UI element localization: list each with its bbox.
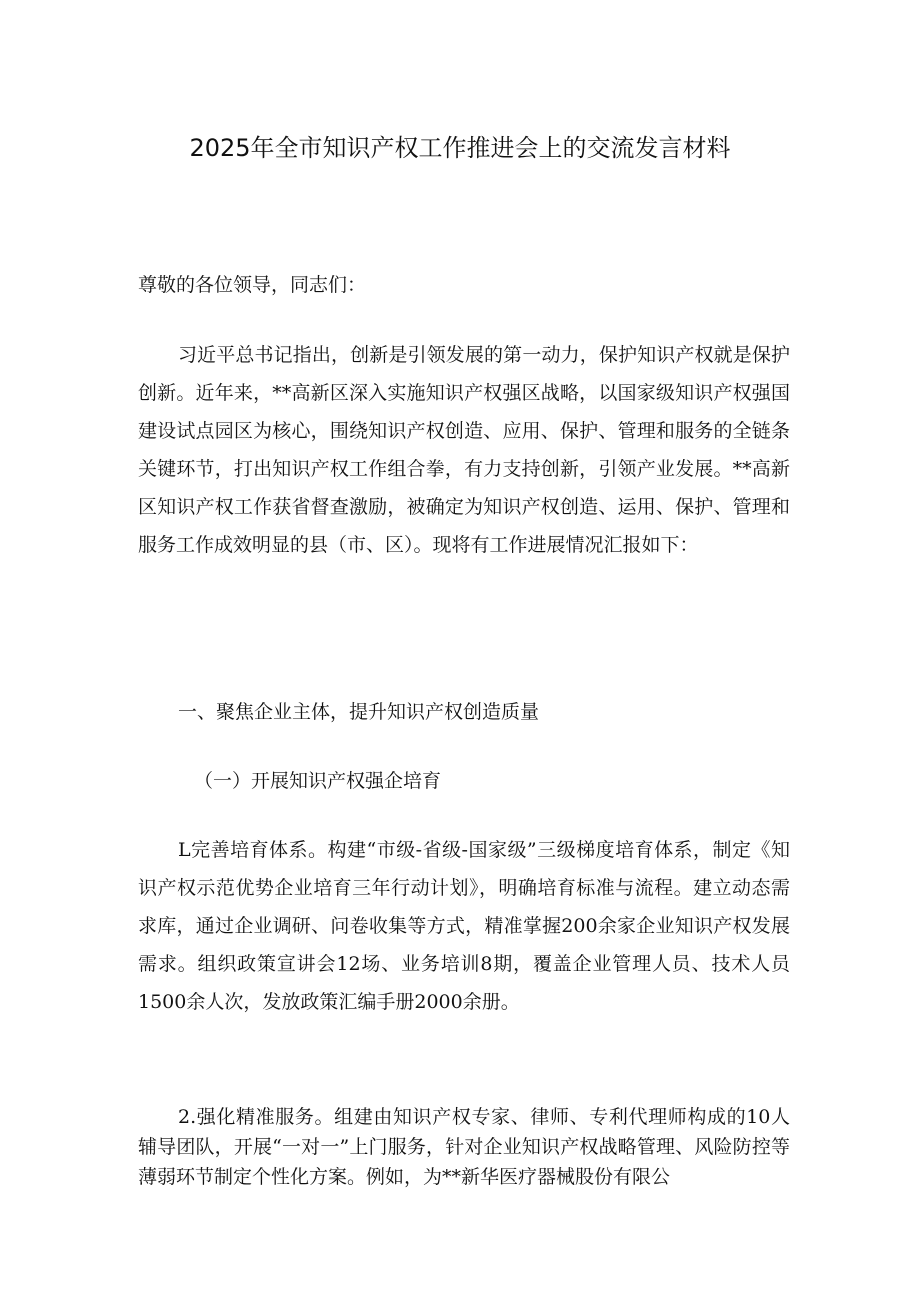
- subsection-heading-1: （一）开展知识产权强企培育: [194, 770, 442, 792]
- greeting: 尊敬的各位领导，同志们：: [138, 274, 367, 296]
- document-title: 2025年全市知识产权工作推进会上的交流发言材料: [189, 134, 731, 162]
- section-heading-1: 一、聚焦企业主体，提升知识产权创造质量: [178, 701, 540, 723]
- item-1-paragraph: L完善培育体系。构建“市级-省级-国家级”三级梯度培育体系，制定《知识产权示范优势企业培育三年行动计划》，明确培育标准与流程。建立动态需求库，通过企业调研、问卷收集等方式，精准掌握200余家企业知识产权发展需求。组织政策宣讲会12场、业务培训8期，覆盖企业管理人员、技术人员1500余人次，发放政策汇编手册2000余册。: [138, 839, 790, 1013]
- intro-paragraph: 习近平总书记指出，创新是引领发展的第一动力，保护知识产权就是保护创新。近年来，**高新区深入实施知识产权强区战略，以国家级知识产权强国建设试点园区为核心，围绕知识产权创造、应用、保护、管理和服务的全链条关键环节，打出知识产权工作组合拳，有力支持创新，引领产业发展。**高新区知识产权工作获省督查激励，被确定为知识产权创造、运用、保护、管理和服务工作成效明显的县（市、区）。现将有工作进展情况汇报如下：: [138, 344, 790, 556]
- item-2-paragraph: 2.强化精准服务。组建由知识产权专家、律师、专利代理师构成的10人辅导团队，开展“一对一”上门服务，针对企业知识产权战略管理、风险防控等薄弱环节制定个性化方案。例如，为**新华医疗器械股份有限公: [138, 1106, 790, 1188]
